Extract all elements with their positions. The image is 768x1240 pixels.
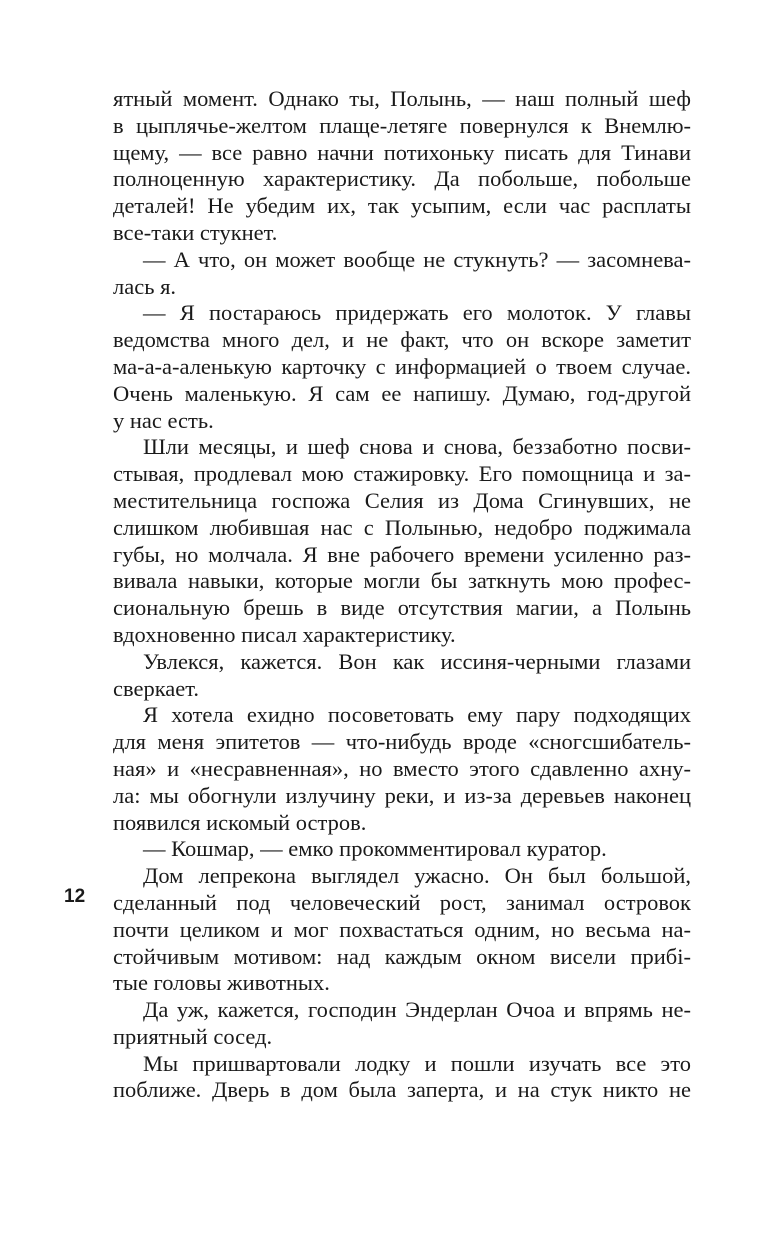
text-line: ведомства много дел, и не факт, что он вскоре заметит	[113, 327, 691, 353]
text-line: Очень маленькую. Я сам ее напишу. Думаю, год-другой	[113, 380, 691, 406]
text-line: сверкает.	[113, 675, 200, 701]
text-line: приятный сосед.	[113, 1023, 273, 1049]
text-line: вдохновенно писал характеристику.	[113, 621, 456, 647]
text-line: стойчивым мотивом: над каждым окном висели прибі-	[113, 943, 691, 969]
text-line: — А что, он может вообще не стукнуть? — засомнева-	[143, 246, 691, 272]
text-line: лась я.	[113, 273, 177, 299]
text-line: Мы пришвартовали лодку и пошли изучать все это	[143, 1050, 691, 1076]
text-line: стывая, продлевал мою стажировку. Его помощница и за-	[113, 461, 691, 487]
page-number: 12	[64, 886, 86, 907]
text-line: тые головы животных.	[113, 970, 330, 996]
text-line: сиональную брешь в виде отсутствия магии, а Полынь	[113, 595, 691, 621]
text-line: Дом лепрекона выглядел ужасно. Он был большой,	[143, 863, 691, 889]
text-line: слишком любившая нас с Полынью, недобро поджимала	[113, 514, 691, 540]
text-line: Увлекся, кажется. Вон как иссиня-черными глазами	[143, 648, 691, 674]
text-line: вивала навыки, которые могли бы заткнуть мою профес-	[113, 568, 691, 594]
text-line: все-таки стукнет.	[113, 219, 278, 245]
text-line: — Я постараюсь придержать его молоток. У главы	[143, 300, 691, 326]
text-line: полноценную характеристику. Да побольше, побольше	[113, 166, 691, 192]
text-line: ма-а-а-аленькую карточку с информацией о твоем случае.	[113, 353, 691, 379]
text-line: почти целиком и мог похвастаться одним, но весьма на-	[113, 916, 691, 942]
text-line: у нас есть.	[113, 407, 214, 433]
text-line: ла: мы обогнули излучину реки, и из-за деревьев наконец	[113, 782, 691, 808]
text-line: сделанный под человеческий рост, занимал островок	[113, 889, 691, 915]
text-line: Я хотела ехидно посоветовать ему пару подходящих	[143, 702, 691, 728]
text-line: — Кошмар, — емко прокомментировал куратор.	[143, 836, 607, 862]
text-line: губы, но молчала. Я вне рабочего времени усиленно раз-	[113, 541, 691, 567]
text-line: появился искомый остров.	[113, 809, 367, 835]
text-line: местительница госпожа Селия из Дома Сгинувших, не	[113, 487, 691, 513]
text-line: деталей! Не убедим их, так усыпим, если час расплаты	[113, 193, 691, 219]
text-line: ятный момент. Однако ты, Полынь, — наш полный шеф	[113, 86, 691, 111]
body-text	[113, 86, 691, 1104]
text-line: поближе. Дверь в дом была заперта, и на стук никто не	[113, 1077, 691, 1103]
text-line: для меня эпитетов — что-нибудь вроде «сногсшибатель-	[113, 729, 691, 755]
text-line: Шли месяцы, и шеф снова и снова, беззаботно посви-	[143, 434, 691, 460]
text-line: в цыплячье-желтом плаще-летяге повернулся к Внемлю-	[113, 112, 691, 138]
text-line: Да уж, кажется, господин Эндерлан Очоа и впрямь не-	[143, 997, 691, 1023]
text-line: ная» и «несравненная», но вместо этого сдавленно ахну-	[113, 755, 691, 781]
text-line: щему, — все равно начни потихоньку писать для Тинави	[113, 139, 691, 165]
